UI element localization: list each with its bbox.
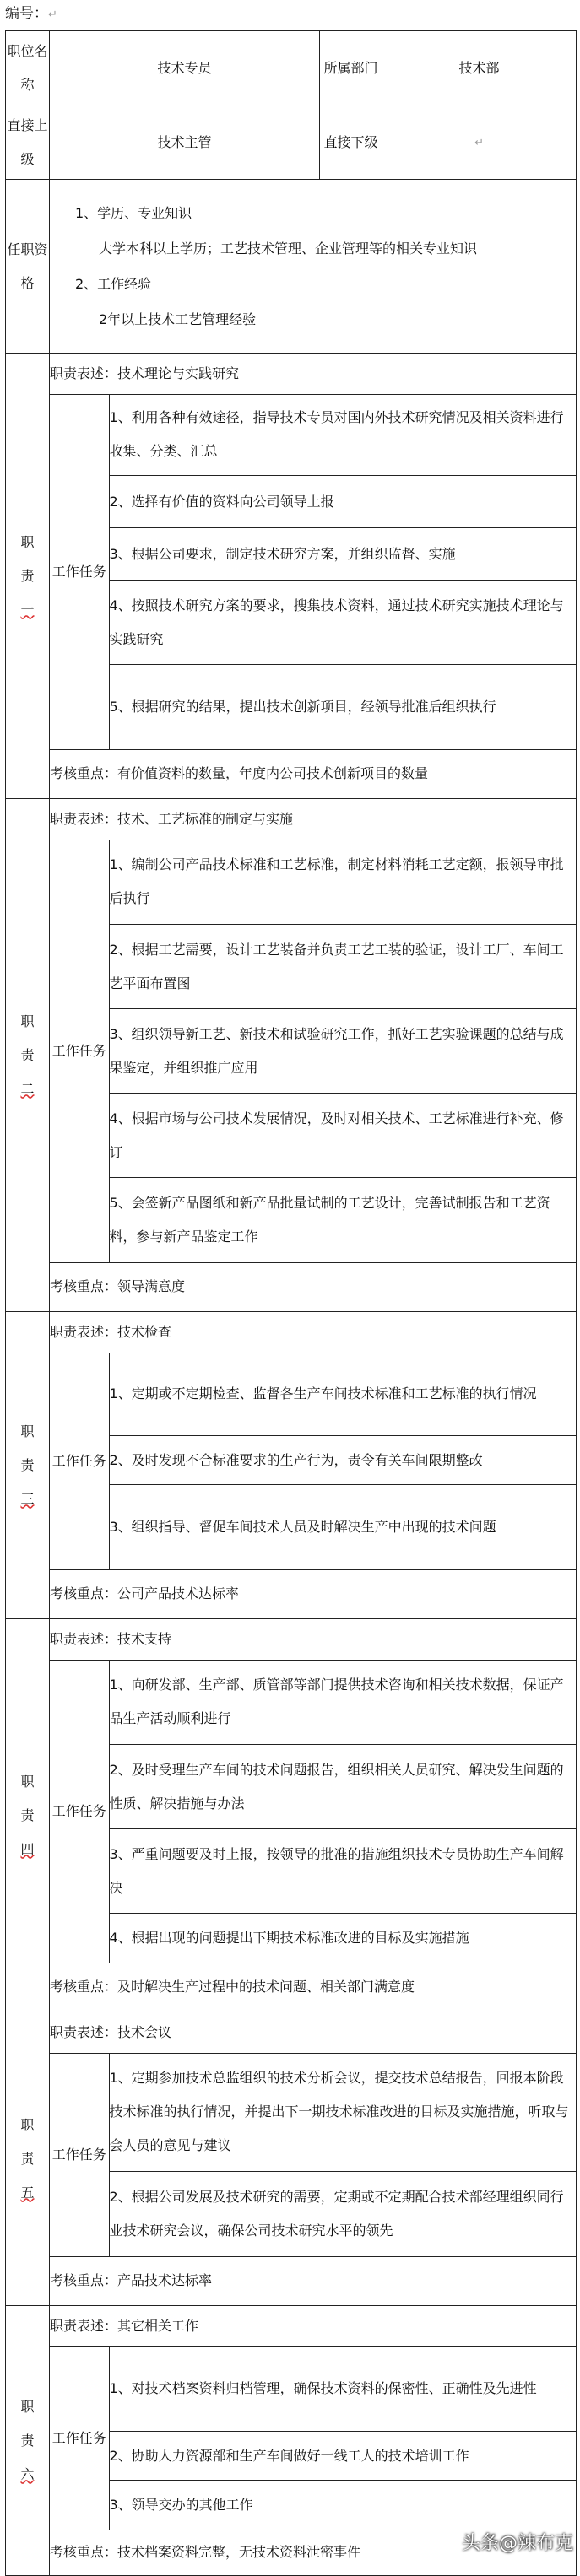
task-item: 4、按照技术研究方案的要求，搜集技术资料，通过技术研究实施技术理论与实践研究 xyxy=(110,581,577,665)
task-item: 2、根据公司发展及技术研究的需要，定期或不定期配合技术部经理组织同行业技术研究会议，确保公司技术研究水平的领先 xyxy=(109,2188,564,2238)
duty-label: 职 责 四 xyxy=(6,1619,50,2012)
subordinate-value: ↵ xyxy=(382,105,577,180)
duty-description: 职责表述：其它相关工作 xyxy=(50,2306,576,2346)
duty-description: 职责表述：技术理论与实践研究 xyxy=(50,354,576,394)
qualification-item: 2年以上技术工艺管理经验 xyxy=(99,311,257,327)
task-item: 3、根据公司要求，制定技术研究方案，并组织监督、实施 xyxy=(110,528,577,581)
work-task-label: 工作任务 xyxy=(50,2346,109,2530)
duty-description: 职责表述：技术、工艺标准的制定与实施 xyxy=(50,799,576,840)
task-item: 5、根据研究的结果，提出技术创新项目，经领导批准后组织执行 xyxy=(109,698,496,715)
task-item: 3、组织指导、督促车间技术人员及时解决生产中出现的技术问题 xyxy=(109,1518,496,1535)
work-task-label: 工作任务 xyxy=(50,1660,109,1963)
task-item: 1、定期或不定期检查、监督各生产车间技术标准和工艺标准的执行情况 xyxy=(110,1353,577,1436)
qualification-item: 1、学历、专业知识 xyxy=(75,204,192,221)
duty-description: 职责表述：技术会议 xyxy=(50,2012,576,2053)
work-task-label: 工作任务 xyxy=(50,2053,109,2256)
qualification-row xyxy=(6,180,577,354)
task-item: 1、编制公司产品技术标准和工艺标准，制定材料消耗工艺定额，报领导审批后执行 xyxy=(110,840,577,925)
task-item: 5、会签新产品图纸和新产品批量试制的工艺设计，完善试制报告和工艺资料，参与新产品鉴定工作 xyxy=(109,1194,550,1245)
watermark-text: 头条@辣布克 xyxy=(461,2533,573,2554)
document-number-label: 编号：↵ xyxy=(5,5,57,22)
department-label: 所属部门 xyxy=(320,31,382,105)
duty-block xyxy=(6,1619,577,2012)
task-item: 1、利用各种有效途径，指导技术专员对国内外技术研究情况及相关资料进行收集、分类、汇总 xyxy=(110,395,577,476)
assessment-focus: 考核重点：领导满意度 xyxy=(50,1262,576,1311)
superior-value: 技术主管 xyxy=(50,105,320,180)
superior-label: 直接上级 xyxy=(6,105,50,180)
duty-label: 职 责 一 xyxy=(6,354,50,799)
duty-label: 职 责 三 xyxy=(6,1312,50,1619)
qualification-item: 2、工作经验 xyxy=(75,275,152,292)
assessment-focus: 考核重点：及时解决生产过程中的技术问题、相关部门满意度 xyxy=(50,1963,576,2012)
task-item: 1、向研发部、生产部、质管部等部门提供技术咨询和相关技术数据，保证产品生产活动顺利进行 xyxy=(110,1661,577,1745)
qualification-label: 任职资格 xyxy=(6,180,50,354)
task-item: 2、及时发现不合标准要求的生产行为，责令有关车间限期整改 xyxy=(110,1436,577,1485)
task-item: 1、定期参加技术总监组织的技术分析会议，提交技术总结报告，回报本阶段技术标准的执行情况，并提出下一期技术标准改进的目标及实施措施，听取与会人员的意见与建议 xyxy=(110,2054,577,2172)
task-item: 4、根据出现的问题提出下期技术标准改进的目标及实施措施 xyxy=(109,1929,469,1946)
assessment-focus: 考核重点：公司产品技术达标率 xyxy=(50,1569,576,1618)
task-item: 3、组织领导新工艺、新技术和试验研究工作，抓好工艺实验课题的总结与成果鉴定，并组织推广应用 xyxy=(110,1009,577,1094)
duty-label: 职 责 五 xyxy=(6,2012,50,2306)
subordinate-label: 直接下级 xyxy=(320,105,382,180)
assessment-focus: 考核重点：技术档案资料完整，无技术资料泄密事件 xyxy=(50,2530,576,2575)
duty-label: 职 责 二 xyxy=(6,799,50,1312)
work-task-label: 工作任务 xyxy=(50,394,109,749)
duty-block xyxy=(6,799,577,1312)
task-item: 4、根据市场与公司技术发展情况，及时对相关技术、工艺标准进行补充、修订 xyxy=(110,1094,577,1178)
duty-block xyxy=(6,2012,577,2306)
task-item: 2、选择有价值的资料向公司领导上报 xyxy=(110,476,577,528)
superior-row xyxy=(6,105,577,180)
task-item: 2、根据工艺需要，设计工艺装备并负责工艺工装的验证，设计工厂、车间工艺平面布置图 xyxy=(110,925,577,1009)
job-description-table xyxy=(5,30,577,2576)
duty-block xyxy=(6,354,577,799)
position-value: 技术专员 xyxy=(50,31,320,105)
task-item: 1、对技术档案资料归档管理，确保技术资料的保密性、正确性及先进性 xyxy=(110,2347,577,2432)
task-item: 3、严重问题要及时上报，按领导的批准的措施组织技术专员协助生产车间解决 xyxy=(110,1829,577,1914)
work-task-label: 工作任务 xyxy=(50,840,109,1262)
task-item: 3、领导交办的其他工作 xyxy=(109,2496,253,2513)
duty-description: 职责表述：技术检查 xyxy=(50,1312,576,1353)
duty-description: 职责表述：技术支持 xyxy=(50,1619,576,1660)
assessment-focus: 考核重点：有价值资料的数量，年度内公司技术创新项目的数量 xyxy=(50,749,576,798)
work-task-label: 工作任务 xyxy=(50,1353,109,1569)
assessment-focus: 考核重点：产品技术达标率 xyxy=(50,2256,576,2305)
department-value: 技术部 xyxy=(382,31,577,105)
task-item: 2、及时受理生产车间的技术问题报告，组织相关人员研究、解决发生问题的性质、解决措施与办法 xyxy=(110,1745,577,1829)
position-label: 职位名称 xyxy=(6,31,50,105)
duty-block xyxy=(6,1312,577,1619)
duty-label: 职 责 六 xyxy=(6,2306,50,2576)
qualification-content xyxy=(50,180,577,354)
task-item: 2、协助人力资源部和生产车间做好一线工人的技术培训工作 xyxy=(110,2432,577,2481)
qualification-item: 大学本科以上学历；工艺技术管理、企业管理等的相关专业知识 xyxy=(99,240,478,257)
position-row xyxy=(6,31,577,105)
